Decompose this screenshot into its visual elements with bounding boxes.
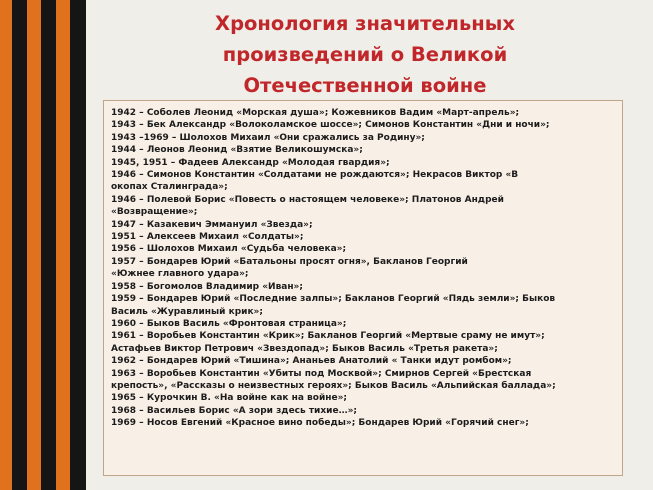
ribbon-stripe-orange-1	[0, 0, 12, 490]
ribbon-stripe-orange-3	[56, 0, 70, 490]
list-line: 1945, 1951 – Фадеев Александр «Молодая гвардия»;	[111, 157, 390, 168]
list-line: 1968 – Васильев Борис «А зори здесь тихие…»;	[111, 405, 357, 416]
st-george-ribbon	[0, 0, 86, 490]
list-line: 1943 – Бек Александр «Волоколамское шоссе»; Симонов Константин «Дни и ночи»;	[111, 120, 550, 131]
list-line: 1943 –1969 – Шолохов Михаил «Они сражались за Родину»;	[111, 132, 425, 143]
slide-title	[150, 8, 580, 101]
list-line: 1961 – Воробьев Константин «Крик»; Бакланов Георгий «Мертвые сраму не имут»;	[111, 331, 545, 342]
list-line: 1944 – Леонов Леонид «Взятие Великошумска»;	[111, 145, 363, 156]
list-line: 1963 – Воробьев Константин «Убиты под Москвой»; Смирнов Сергей «Брестская	[111, 368, 532, 379]
list-line: 1959 – Бондарев Юрий «Последние залпы»; Бакланов Георгий «Пядь земли»; Быков	[111, 294, 556, 305]
list-line: окопах Сталинграда»;	[111, 182, 228, 193]
list-line: 1951 – Алексеев Михаил «Солдаты»;	[111, 232, 304, 243]
list-line: Василь «Журавлиный крик»;	[111, 306, 263, 317]
list-line: 1957 – Бондарев Юрий «Батальоны просят огня», Бакланов Георгий	[111, 256, 468, 267]
list-line: 1942 – Соболев Леонид «Морская душа»; Кожевников Вадим «Март-апрель»;	[111, 108, 520, 118]
title-line: Хронология значительных	[215, 12, 515, 35]
ribbon-stripe-black-3	[70, 0, 86, 490]
title-line: Отечественной войне	[243, 74, 487, 97]
list-line: 1962 – Бондарев Юрий «Тишина»; Ананьев Анатолий « Танки идут ромбом»;	[111, 356, 512, 367]
list-line: 1956 – Шолохов Михаил «Судьба человека»;	[111, 244, 347, 255]
ribbon-stripe-black-1	[12, 0, 27, 490]
list-line: «Возвращение»;	[111, 207, 198, 218]
ribbon-stripe-black-2	[41, 0, 56, 490]
ribbon-stripe-orange-2	[27, 0, 41, 490]
list-line: 1960 – Быков Василь «Фронтовая страница»;	[111, 318, 347, 329]
list-line: 1965 – Курочкин В. «На войне как на войне»;	[111, 393, 347, 404]
chronology-list	[103, 100, 623, 476]
list-line: 1969 – Носов Евгений «Красное вино победы»; Бондарев Юрий «Горячий снег»;	[111, 418, 529, 429]
list-line: 1947 – Казакевич Эммануил «Звезда»;	[111, 219, 313, 230]
list-line: 1946 – Полевой Борис «Повесть о настоящем человеке»; Платонов Андрей	[111, 194, 504, 205]
title-line: произведений о Великой	[222, 43, 508, 66]
list-line: «Южнее главного удара»;	[111, 269, 249, 280]
list-line: 1946 – Симонов Константин «Солдатами не рождаются»; Некрасов Виктор «В	[111, 170, 519, 181]
list-line: 1958 – Богомолов Владимир «Иван»;	[111, 281, 303, 292]
list-line: Астафьев Виктор Петрович «Звездопад»; Быков Василь «Третья ракета»;	[111, 343, 498, 354]
list-line: крепость», «Рассказы о неизвестных героях»; Быков Василь «Альпийская баллада»;	[111, 380, 556, 391]
